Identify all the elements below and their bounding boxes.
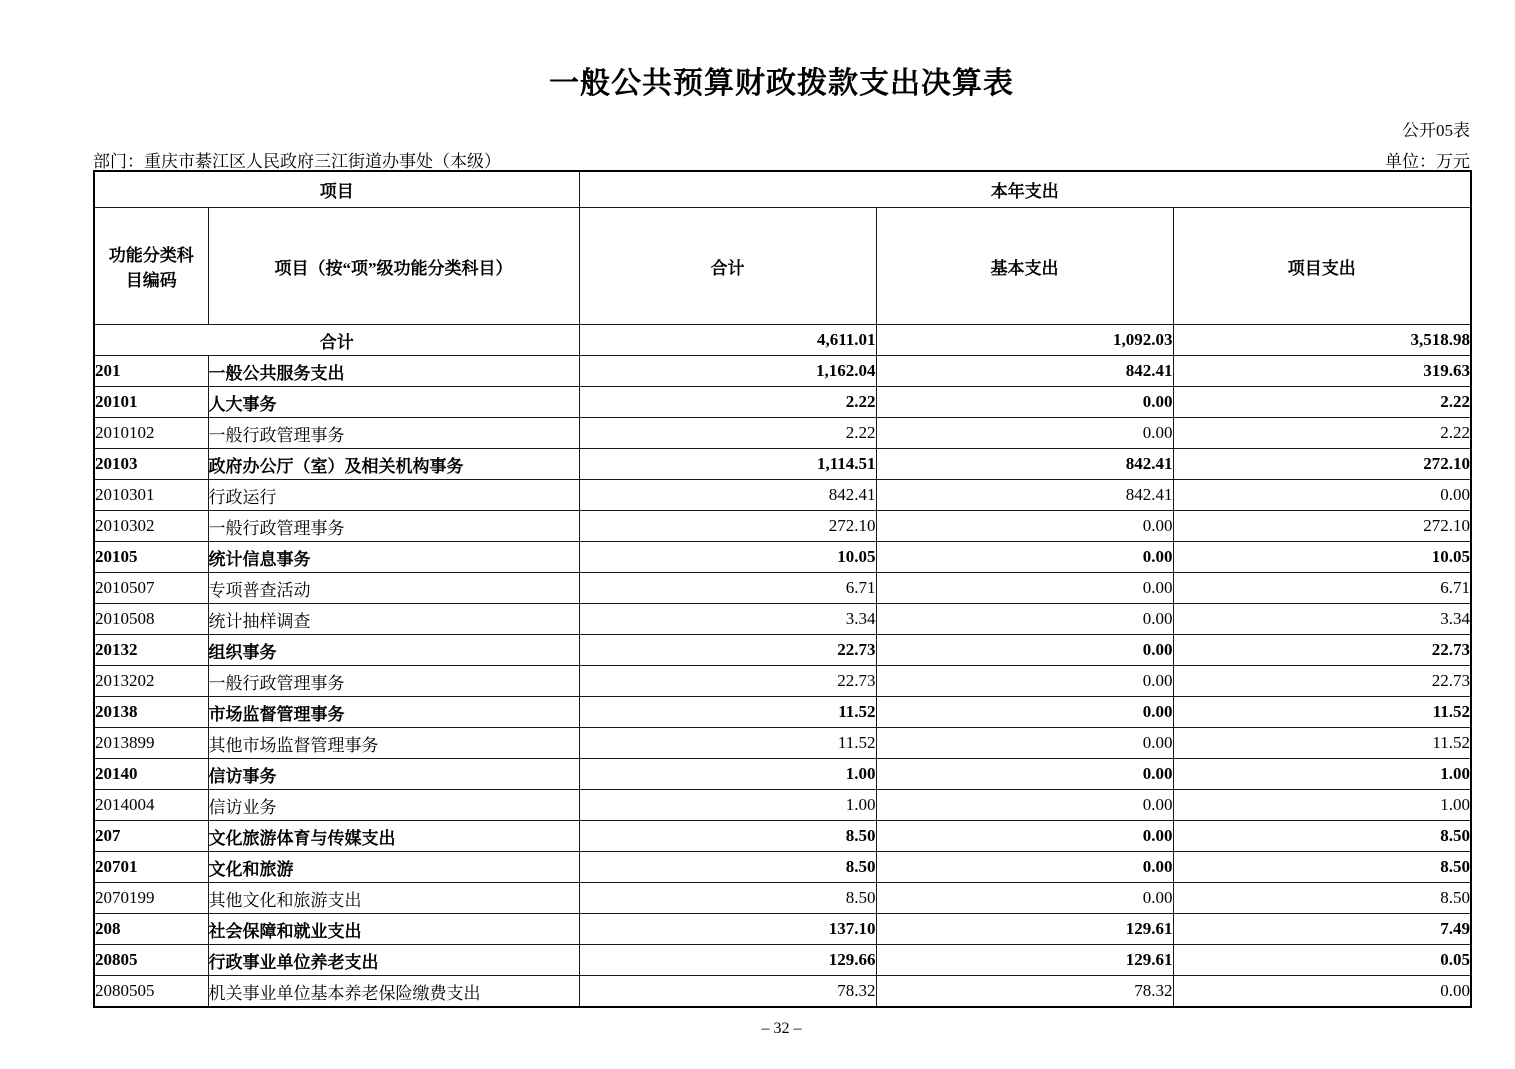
row-total: 11.52	[579, 697, 876, 728]
row-project: 3.34	[1173, 604, 1471, 635]
table-row	[94, 945, 1471, 976]
row-code: 2013202	[94, 666, 208, 697]
header-group-row	[94, 171, 1471, 208]
row-total: 22.73	[579, 635, 876, 666]
row-project: 7.49	[1173, 914, 1471, 945]
page-title: 一般公共预算财政拨款支出决算表	[549, 67, 1014, 100]
row-code: 2010507	[94, 573, 208, 604]
row-project: 6.71	[1173, 573, 1471, 604]
row-project: 22.73	[1173, 635, 1471, 666]
row-total: 129.66	[579, 945, 876, 976]
row-basic: 129.61	[876, 914, 1173, 945]
row-project: 0.00	[1173, 976, 1471, 1008]
row-code: 208	[94, 914, 208, 945]
row-basic: 0.00	[876, 604, 1173, 635]
header-group-item: 项目	[94, 171, 579, 208]
row-item: 统计抽样调查	[208, 604, 579, 635]
row-code: 20101	[94, 387, 208, 418]
row-total: 272.10	[579, 511, 876, 542]
row-total: 78.32	[579, 976, 876, 1008]
row-item: 信访业务	[208, 790, 579, 821]
row-basic: 129.61	[876, 945, 1173, 976]
row-basic: 842.41	[876, 356, 1173, 387]
row-total: 1,162.04	[579, 356, 876, 387]
expenditure-table	[93, 170, 1472, 1008]
row-basic: 842.41	[876, 480, 1173, 511]
row-project: 3,518.98	[1173, 325, 1471, 356]
row-project: 8.50	[1173, 852, 1471, 883]
row-basic: 0.00	[876, 728, 1173, 759]
unit-label: 单位：万元	[1385, 152, 1470, 171]
row-project: 319.63	[1173, 356, 1471, 387]
table-row	[94, 418, 1471, 449]
row-item: 其他文化和旅游支出	[208, 883, 579, 914]
row-project: 2.22	[1173, 418, 1471, 449]
table-row	[94, 573, 1471, 604]
table-row	[94, 790, 1471, 821]
row-project: 272.10	[1173, 511, 1471, 542]
row-basic: 0.00	[876, 790, 1173, 821]
row-item: 一般行政管理事务	[208, 666, 579, 697]
table-row	[94, 852, 1471, 883]
row-total: 2.22	[579, 418, 876, 449]
row-item: 机关事业单位基本养老保险缴费支出	[208, 976, 579, 1008]
row-code: 207	[94, 821, 208, 852]
row-basic: 0.00	[876, 883, 1173, 914]
header-col-item: 项目（按“项”级功能分类科目）	[208, 208, 579, 325]
row-code: 2014004	[94, 790, 208, 821]
header-group-year: 本年支出	[579, 171, 1471, 208]
row-basic: 0.00	[876, 635, 1173, 666]
row-total: 8.50	[579, 883, 876, 914]
table-row	[94, 697, 1471, 728]
row-project: 8.50	[1173, 883, 1471, 914]
row-item: 文化和旅游	[208, 852, 579, 883]
row-code: 20132	[94, 635, 208, 666]
table-body	[94, 325, 1471, 1008]
row-total: 4,611.01	[579, 325, 876, 356]
row-item: 一般行政管理事务	[208, 418, 579, 449]
row-project: 11.52	[1173, 697, 1471, 728]
row-item: 文化旅游体育与传媒支出	[208, 821, 579, 852]
row-item: 一般行政管理事务	[208, 511, 579, 542]
table-header	[94, 171, 1471, 325]
row-total: 10.05	[579, 542, 876, 573]
header-columns-row	[94, 208, 1471, 325]
row-code: 20105	[94, 542, 208, 573]
row-item: 行政事业单位养老支出	[208, 945, 579, 976]
row-basic: 842.41	[876, 449, 1173, 480]
row-item: 合计	[94, 325, 579, 356]
row-project: 8.50	[1173, 821, 1471, 852]
row-item: 组织事务	[208, 635, 579, 666]
row-project: 22.73	[1173, 666, 1471, 697]
row-code: 20805	[94, 945, 208, 976]
row-total: 1.00	[579, 790, 876, 821]
row-code: 2010301	[94, 480, 208, 511]
table-row	[94, 387, 1471, 418]
row-project: 1.00	[1173, 759, 1471, 790]
row-project: 0.00	[1173, 480, 1471, 511]
row-item: 社会保障和就业支出	[208, 914, 579, 945]
row-item: 其他市场监督管理事务	[208, 728, 579, 759]
department-label: 部门：重庆市綦江区人民政府三江街道办事处（本级）	[93, 152, 501, 171]
row-total: 1,114.51	[579, 449, 876, 480]
row-item: 政府办公厅（室）及相关机构事务	[208, 449, 579, 480]
row-total: 1.00	[579, 759, 876, 790]
row-project: 11.52	[1173, 728, 1471, 759]
table-row	[94, 666, 1471, 697]
row-code: 20701	[94, 852, 208, 883]
row-basic: 0.00	[876, 511, 1173, 542]
row-total: 22.73	[579, 666, 876, 697]
table-row	[94, 542, 1471, 573]
row-code: 2010302	[94, 511, 208, 542]
row-total: 8.50	[579, 821, 876, 852]
page-number: – 32 –	[761, 1020, 802, 1037]
row-code: 20103	[94, 449, 208, 480]
row-basic: 0.00	[876, 759, 1173, 790]
row-total: 137.10	[579, 914, 876, 945]
row-basic: 0.00	[876, 573, 1173, 604]
row-basic: 1,092.03	[876, 325, 1173, 356]
row-code: 20140	[94, 759, 208, 790]
row-code: 2080505	[94, 976, 208, 1008]
header-col-basic: 基本支出	[876, 208, 1173, 325]
table-row	[94, 356, 1471, 387]
row-code: 2010102	[94, 418, 208, 449]
row-basic: 0.00	[876, 418, 1173, 449]
table-row	[94, 976, 1471, 1008]
row-basic: 0.00	[876, 697, 1173, 728]
row-item: 人大事务	[208, 387, 579, 418]
row-item: 一般公共服务支出	[208, 356, 579, 387]
row-code: 20138	[94, 697, 208, 728]
row-project: 0.05	[1173, 945, 1471, 976]
row-code: 2070199	[94, 883, 208, 914]
sheet-number-label: 公开05表	[1402, 121, 1470, 140]
row-total: 11.52	[579, 728, 876, 759]
row-basic: 0.00	[876, 821, 1173, 852]
row-item: 统计信息事务	[208, 542, 579, 573]
table-row	[94, 604, 1471, 635]
row-basic: 0.00	[876, 666, 1173, 697]
row-project: 272.10	[1173, 449, 1471, 480]
row-code: 2010508	[94, 604, 208, 635]
header-col-code: 功能分类科目编码	[94, 208, 208, 325]
table-row	[94, 635, 1471, 666]
row-item: 行政运行	[208, 480, 579, 511]
row-code: 2013899	[94, 728, 208, 759]
table-row	[94, 728, 1471, 759]
row-project: 10.05	[1173, 542, 1471, 573]
row-code: 201	[94, 356, 208, 387]
row-item: 专项普查活动	[208, 573, 579, 604]
row-item: 市场监督管理事务	[208, 697, 579, 728]
row-total: 842.41	[579, 480, 876, 511]
row-basic: 78.32	[876, 976, 1173, 1008]
row-total: 3.34	[579, 604, 876, 635]
row-basic: 0.00	[876, 387, 1173, 418]
row-basic: 0.00	[876, 852, 1173, 883]
row-project: 1.00	[1173, 790, 1471, 821]
header-col-total: 合计	[579, 208, 876, 325]
row-basic: 0.00	[876, 542, 1173, 573]
table-row	[94, 883, 1471, 914]
row-item: 信访事务	[208, 759, 579, 790]
table-row	[94, 821, 1471, 852]
table-row	[94, 325, 1471, 356]
table-row	[94, 480, 1471, 511]
row-project: 2.22	[1173, 387, 1471, 418]
row-total: 2.22	[579, 387, 876, 418]
header-col-project: 项目支出	[1173, 208, 1471, 325]
table-row	[94, 914, 1471, 945]
table-row	[94, 449, 1471, 480]
row-total: 6.71	[579, 573, 876, 604]
table-row	[94, 759, 1471, 790]
table-row	[94, 511, 1471, 542]
row-total: 8.50	[579, 852, 876, 883]
